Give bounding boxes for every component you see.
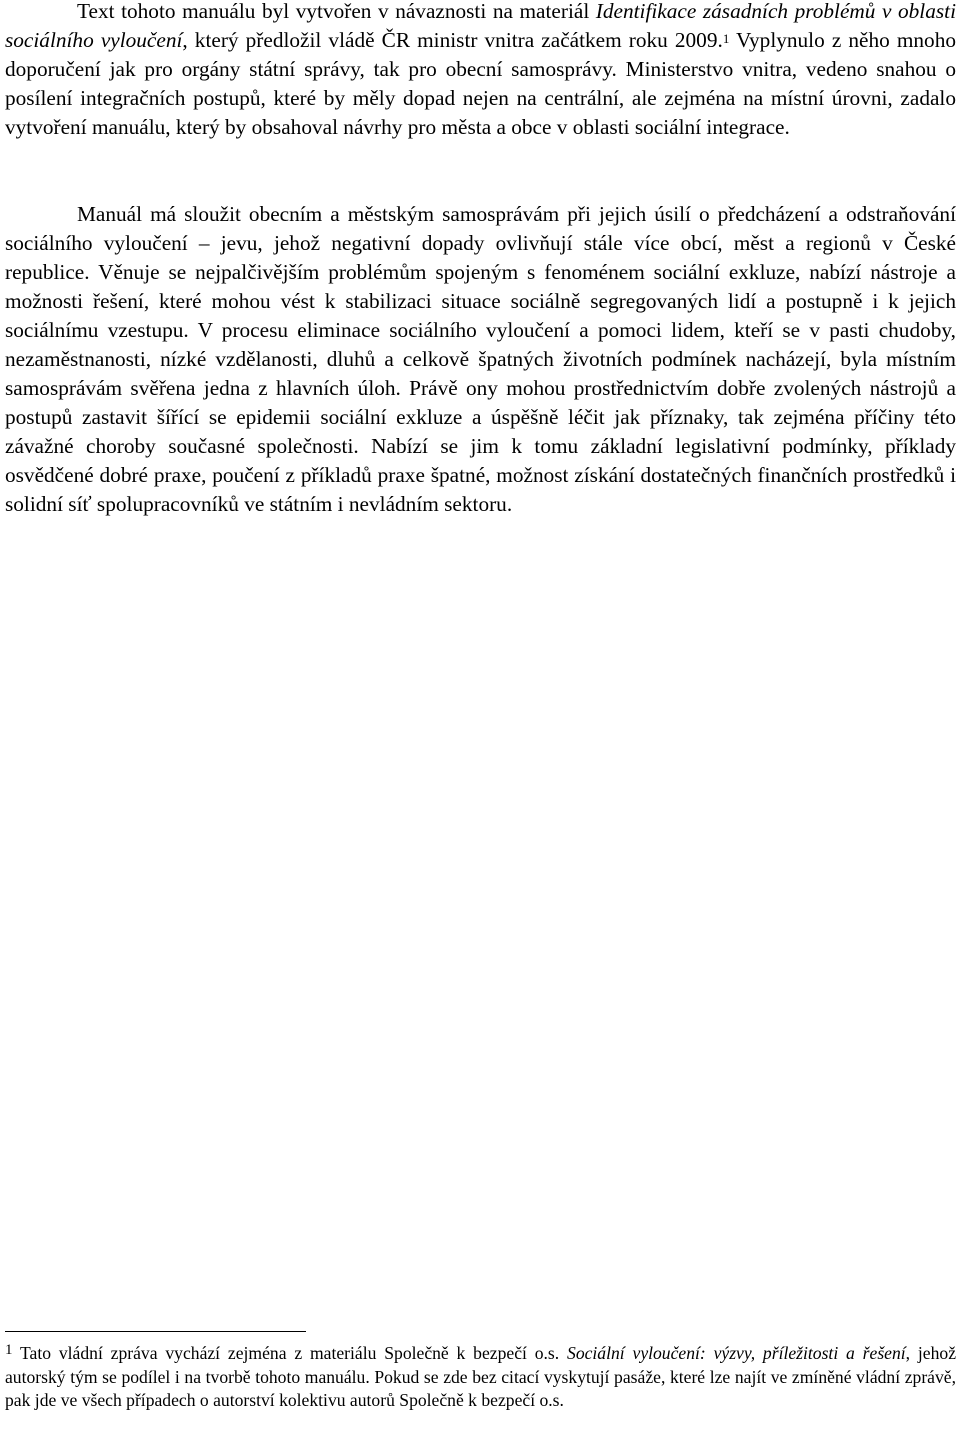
intro-text-part1: Text tohoto manuálu byl vytvořen v návaznosti na materiál <box>77 0 596 23</box>
intro-paragraph <box>5 0 956 142</box>
intro-text-part3: Vyplynulo z něho mnoho doporučení jak pro orgány státní správy, tak pro obecní samosprávy. Ministerstvo vnitra, vedeno snahou o posílení integračních postupů, které by měly dopad nejen na centrální, ale zejména na místní úrovni, zadalo vytvoření manuálu, který by obsahoval návrhy pro města a obce v oblasti sociální integrace. <box>5 28 957 139</box>
footnote <box>5 1342 956 1413</box>
footnote-text-part1: Tato vládní zpráva vychází zejména z materiálu Společně k bezpečí o.s. <box>12 1343 568 1363</box>
source-material-title: Identifikace zásadních problémů v oblasti sociálního vyloučení <box>5 0 956 52</box>
footnote-mark: 1 <box>5 1342 13 1358</box>
footnote-reference[interactable]: 1 <box>722 31 730 46</box>
footnote-text-part2: , jehož autorský tým se podílel i na tvorbě tohoto manuálu. Pokud se zde bez citací vyskytují pasáže, které lze najít ve zmíněné vládní zprávě, pak jde ve všech případech o autorství kolektivu autorů Společně k bezpečí o.s. <box>5 1343 957 1410</box>
manual-purpose-paragraph: Manuál má sloužit obecním a městským samosprávám při jejich úsilí o předcházení a odstraňování sociálního vyloučení – jevu, jehož negativní dopady ovlivňují stále více obcí, měst a regionů v České republice. Věnuje se nejpalčivějším problémům spojeným s fenoménem sociální exkluze, nabízí nástroje a možnosti řešení, které mohou vést k stabilizaci situace sociálně segregovaných lidí a postupně i k jejich sociálnímu vzestupu. V procesu eliminace sociálního vyloučení a pomoci lidem, kteří se v pasti chudoby, nezaměstnanosti, nízké vzdělanosti, dluhů a celkově špatných životních podmínek nacházejí, byla místním samosprávám svěřena jedna z hlavních úloh. Právě ony mohou prostřednictvím dobře zvolených nástrojů a postupů zastavit šířící se epidemii sociální exkluze a úspěšně léčit jak příznaky, tak zejména příčiny této závažné choroby současné společnosti. Nabízí se jim k tomu základní legislativní podmínky, příklady osvědčené dobré praxe, poučení z příkladů praxe špatné, možnost získání dostatečných finančních prostředků i solidní síť spolupracovníků ve státním i nevládním sektoru. <box>5 202 956 516</box>
intro-text-part2: , který předložil vládě ČR ministr vnitra začátkem roku 2009. <box>182 28 723 52</box>
footnote-source-title: Sociální vyloučení: výzvy, příležitosti a řešení <box>567 1343 906 1363</box>
footnote-separator <box>5 1331 306 1332</box>
